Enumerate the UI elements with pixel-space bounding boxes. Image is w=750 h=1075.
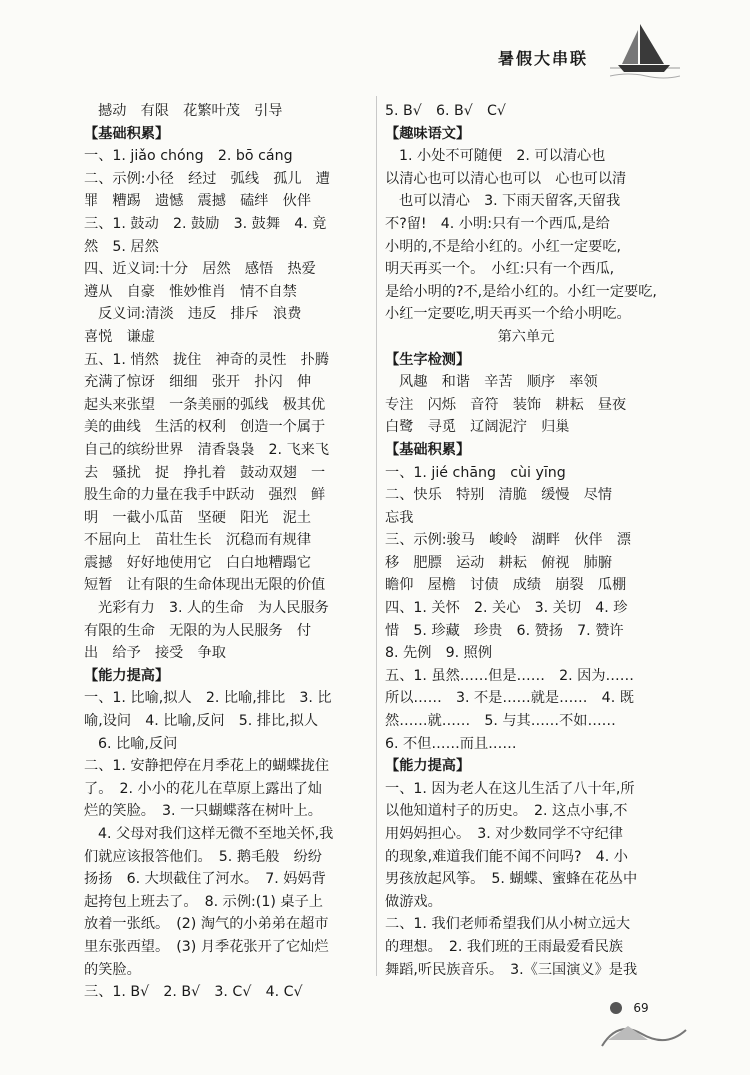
answer-line: 的笑脸。 <box>84 961 141 978</box>
answer-line: 明 一截小瓜苗 坚硬 阳光 泥土 <box>84 509 312 526</box>
answer-line: 1. 小处不可随便 2. 可以清心也 <box>399 148 606 165</box>
answer-line: 五、1. 悄然 拢住 神奇的灵性 扑腾 <box>84 351 330 368</box>
answer-line: 一、1. jiǎo chóng 2. bō cáng <box>84 148 293 165</box>
answer-line: 的理想。 2. 我们班的王雨最爱看民族 <box>385 938 623 955</box>
answer-line: 是给小明的?不,是给小红的。小红一定要吃, <box>385 283 657 300</box>
answer-line: 喻,设问 4. 比喻,反问 5. 排比,拟人 <box>84 713 319 730</box>
answer-line: 反义词:清淡 违反 排斥 浪费 <box>98 306 302 323</box>
section-heading: 【能力提高】 <box>84 667 170 684</box>
answer-line: 专注 闪烁 音符 装饰 耕耘 昼夜 <box>385 396 627 413</box>
answer-line: 充满了惊讶 细细 张开 扑闪 伸 <box>84 374 312 391</box>
unit-title: 第六单元 <box>497 328 555 345</box>
answer-line: 一、1. jié chāng cùi yīng <box>385 464 566 481</box>
answer-line: 以清心也可以清心也可以 心也可以清 <box>385 170 627 187</box>
answer-line: 移 肥膘 运动 耕耘 俯视 肺腑 <box>385 554 613 571</box>
section-heading: 【基础积累】 <box>385 441 471 458</box>
answer-line: 一、1. 比喻,拟人 2. 比喻,排比 3. 比 <box>84 690 332 707</box>
answer-line: 二、示例:小径 经过 弧线 孤儿 遭 <box>84 170 330 187</box>
answer-line: 扬扬 6. 大坝截住了河水。 7. 妈妈背 <box>84 871 326 888</box>
answer-line: 遵从 自豪 惟妙惟肖 情不自禁 <box>84 283 297 300</box>
answer-line: 明天再买一个。 小红:只有一个西瓜, <box>385 261 615 278</box>
answer-line: 也可以清心 3. 下雨天留客,天留我 <box>399 193 621 210</box>
answer-line: 们就应该报答他们。 5. 鹅毛般 纷纷 <box>84 848 322 865</box>
answer-line: 四、近义词:十分 居然 感悟 热爱 <box>84 261 316 278</box>
answer-line: 白鹭 寻觅 辽阔泥泞 归巢 <box>385 419 570 436</box>
answer-line: 烂的笑脸。 3. 一只蝴蝶落在树叶上。 <box>84 803 322 820</box>
answer-line: 了。 2. 小小的花儿在草原上露出了灿 <box>84 780 322 797</box>
answer-line: 6. 比喻,反问 <box>98 735 178 752</box>
left-column <box>84 100 366 1004</box>
section-heading: 【基础积累】 <box>84 125 170 142</box>
answer-line: 喜悦 谦虚 <box>84 328 155 345</box>
section-heading: 【趣味语文】 <box>385 125 471 142</box>
answer-line: 撼动 有限 花繁叶茂 引导 <box>98 103 283 119</box>
answer-line: 不屈向上 苗壮生长 沉稳而有规律 <box>84 532 312 549</box>
answer-line: 的现象,难道我们能不闻不问吗? 4. 小 <box>385 848 628 865</box>
answer-line: 有限的生命 无限的为人民服务 付 <box>84 622 312 639</box>
section-heading: 【能力提高】 <box>385 758 471 775</box>
answer-line: 二、快乐 特别 清脆 缓慢 尽情 <box>385 487 613 504</box>
answer-line: 舞蹈,听民族音乐。 3.《三国演义》是我 <box>385 961 638 978</box>
right-column <box>385 100 667 981</box>
answer-line: 男孩放起风筝。 5. 蝴蝶、蜜蜂在花丛中 <box>385 871 638 888</box>
page-number: 69 <box>633 1001 649 1015</box>
answer-line: 出 给予 接受 争取 <box>84 645 226 662</box>
answer-line: 小明的,不是给小红的。小红一定要吃, <box>385 238 622 255</box>
answer-line: 做游戏。 <box>385 893 442 910</box>
answer-line: 瞻仰 屋檐 讨债 成绩 崩裂 瓜棚 <box>385 577 627 594</box>
answer-line: 不?留! 4. 小明:只有一个西瓜,是给 <box>385 215 610 232</box>
answer-line: 光彩有力 3. 人的生命 为人民服务 <box>98 600 329 617</box>
answer-line: 股生命的力量在我手中跃动 强烈 鲜 <box>84 487 326 504</box>
answer-line: 小红一定要吃,明天再买一个给小明吃。 <box>385 306 631 323</box>
answer-line: 二、1. 安静把停在月季花上的蝴蝶拢住 <box>84 758 330 775</box>
answer-line: 里东张西望。 (3) 月季花张开了它灿烂 <box>84 938 329 955</box>
answer-line: 一、1. 因为老人在这儿生活了八十年,所 <box>385 780 635 797</box>
answer-line: 自己的缤纷世界 清香袅袅 2. 飞来飞 <box>84 441 330 458</box>
section-heading: 【生字检测】 <box>385 351 471 368</box>
answer-line: 以他知道村子的历史。 2. 这点小事,不 <box>385 803 628 820</box>
answer-line: 4. 父母对我们这样无微不至地关怀,我 <box>98 826 334 842</box>
answer-line: 风趣 和谐 辛苦 顺序 率领 <box>399 374 598 391</box>
answer-line: 震撼 好好地使用它 白白地糟蹋它 <box>84 554 312 571</box>
answer-line: 三、1. B√ 2. B√ 3. C√ 4. C√ <box>84 984 303 1001</box>
answer-line: 5. B√ 6. B√ C√ <box>385 103 506 119</box>
sailboat-illustration-icon <box>610 18 680 82</box>
answer-line: 放着一张纸。 (2) 淘气的小弟弟在超市 <box>84 916 329 933</box>
answer-line: 美的曲线 生活的权利 创造一个属于 <box>84 419 326 436</box>
answer-line: 二、1. 我们老师希望我们从小树立远大 <box>385 916 631 933</box>
answer-line: 三、示例:骏马 峻岭 湖畔 伙伴 漂 <box>385 532 631 549</box>
page-header <box>0 0 750 90</box>
answer-line: 所以…… 3. 不是……就是…… 4. 既 <box>385 690 634 707</box>
answer-line: 短暂 让有限的生命体现出无限的价值 <box>84 577 326 594</box>
answer-line: 然……就…… 5. 与其……不如…… <box>385 713 616 730</box>
answer-line: 惜 5. 珍藏 珍贵 6. 赞扬 7. 赞许 <box>385 622 624 639</box>
answer-line: 罪 糟踢 遗憾 震撼 磕绊 伙伴 <box>84 193 312 210</box>
answer-line: 6. 不但……而且…… <box>385 735 517 752</box>
column-divider <box>376 96 377 976</box>
answer-line: 用妈妈担心。 3. 对少数同学不守纪律 <box>385 826 623 842</box>
answer-line: 8. 先例 9. 照例 <box>385 645 493 662</box>
answer-line: 三、1. 鼓动 2. 鼓励 3. 鼓舞 4. 竟 <box>84 215 327 232</box>
answer-line: 起头来张望 一条美丽的弧线 极其优 <box>84 396 326 413</box>
answer-line: 去 骚扰 捉 挣扎着 鼓动双翅 一 <box>84 464 326 481</box>
answer-line: 忘我 <box>385 509 414 526</box>
answer-line: 五、1. 虽然……但是…… 2. 因为…… <box>385 667 634 684</box>
answer-line: 然 5. 居然 <box>84 238 159 255</box>
answer-line: 四、1. 关怀 2. 关心 3. 关切 4. 珍 <box>385 600 628 617</box>
header-title: 暑假大串联 <box>498 49 589 68</box>
answer-line: 起挎包上班去了。 8. 示例:(1) 桌子上 <box>84 893 323 910</box>
